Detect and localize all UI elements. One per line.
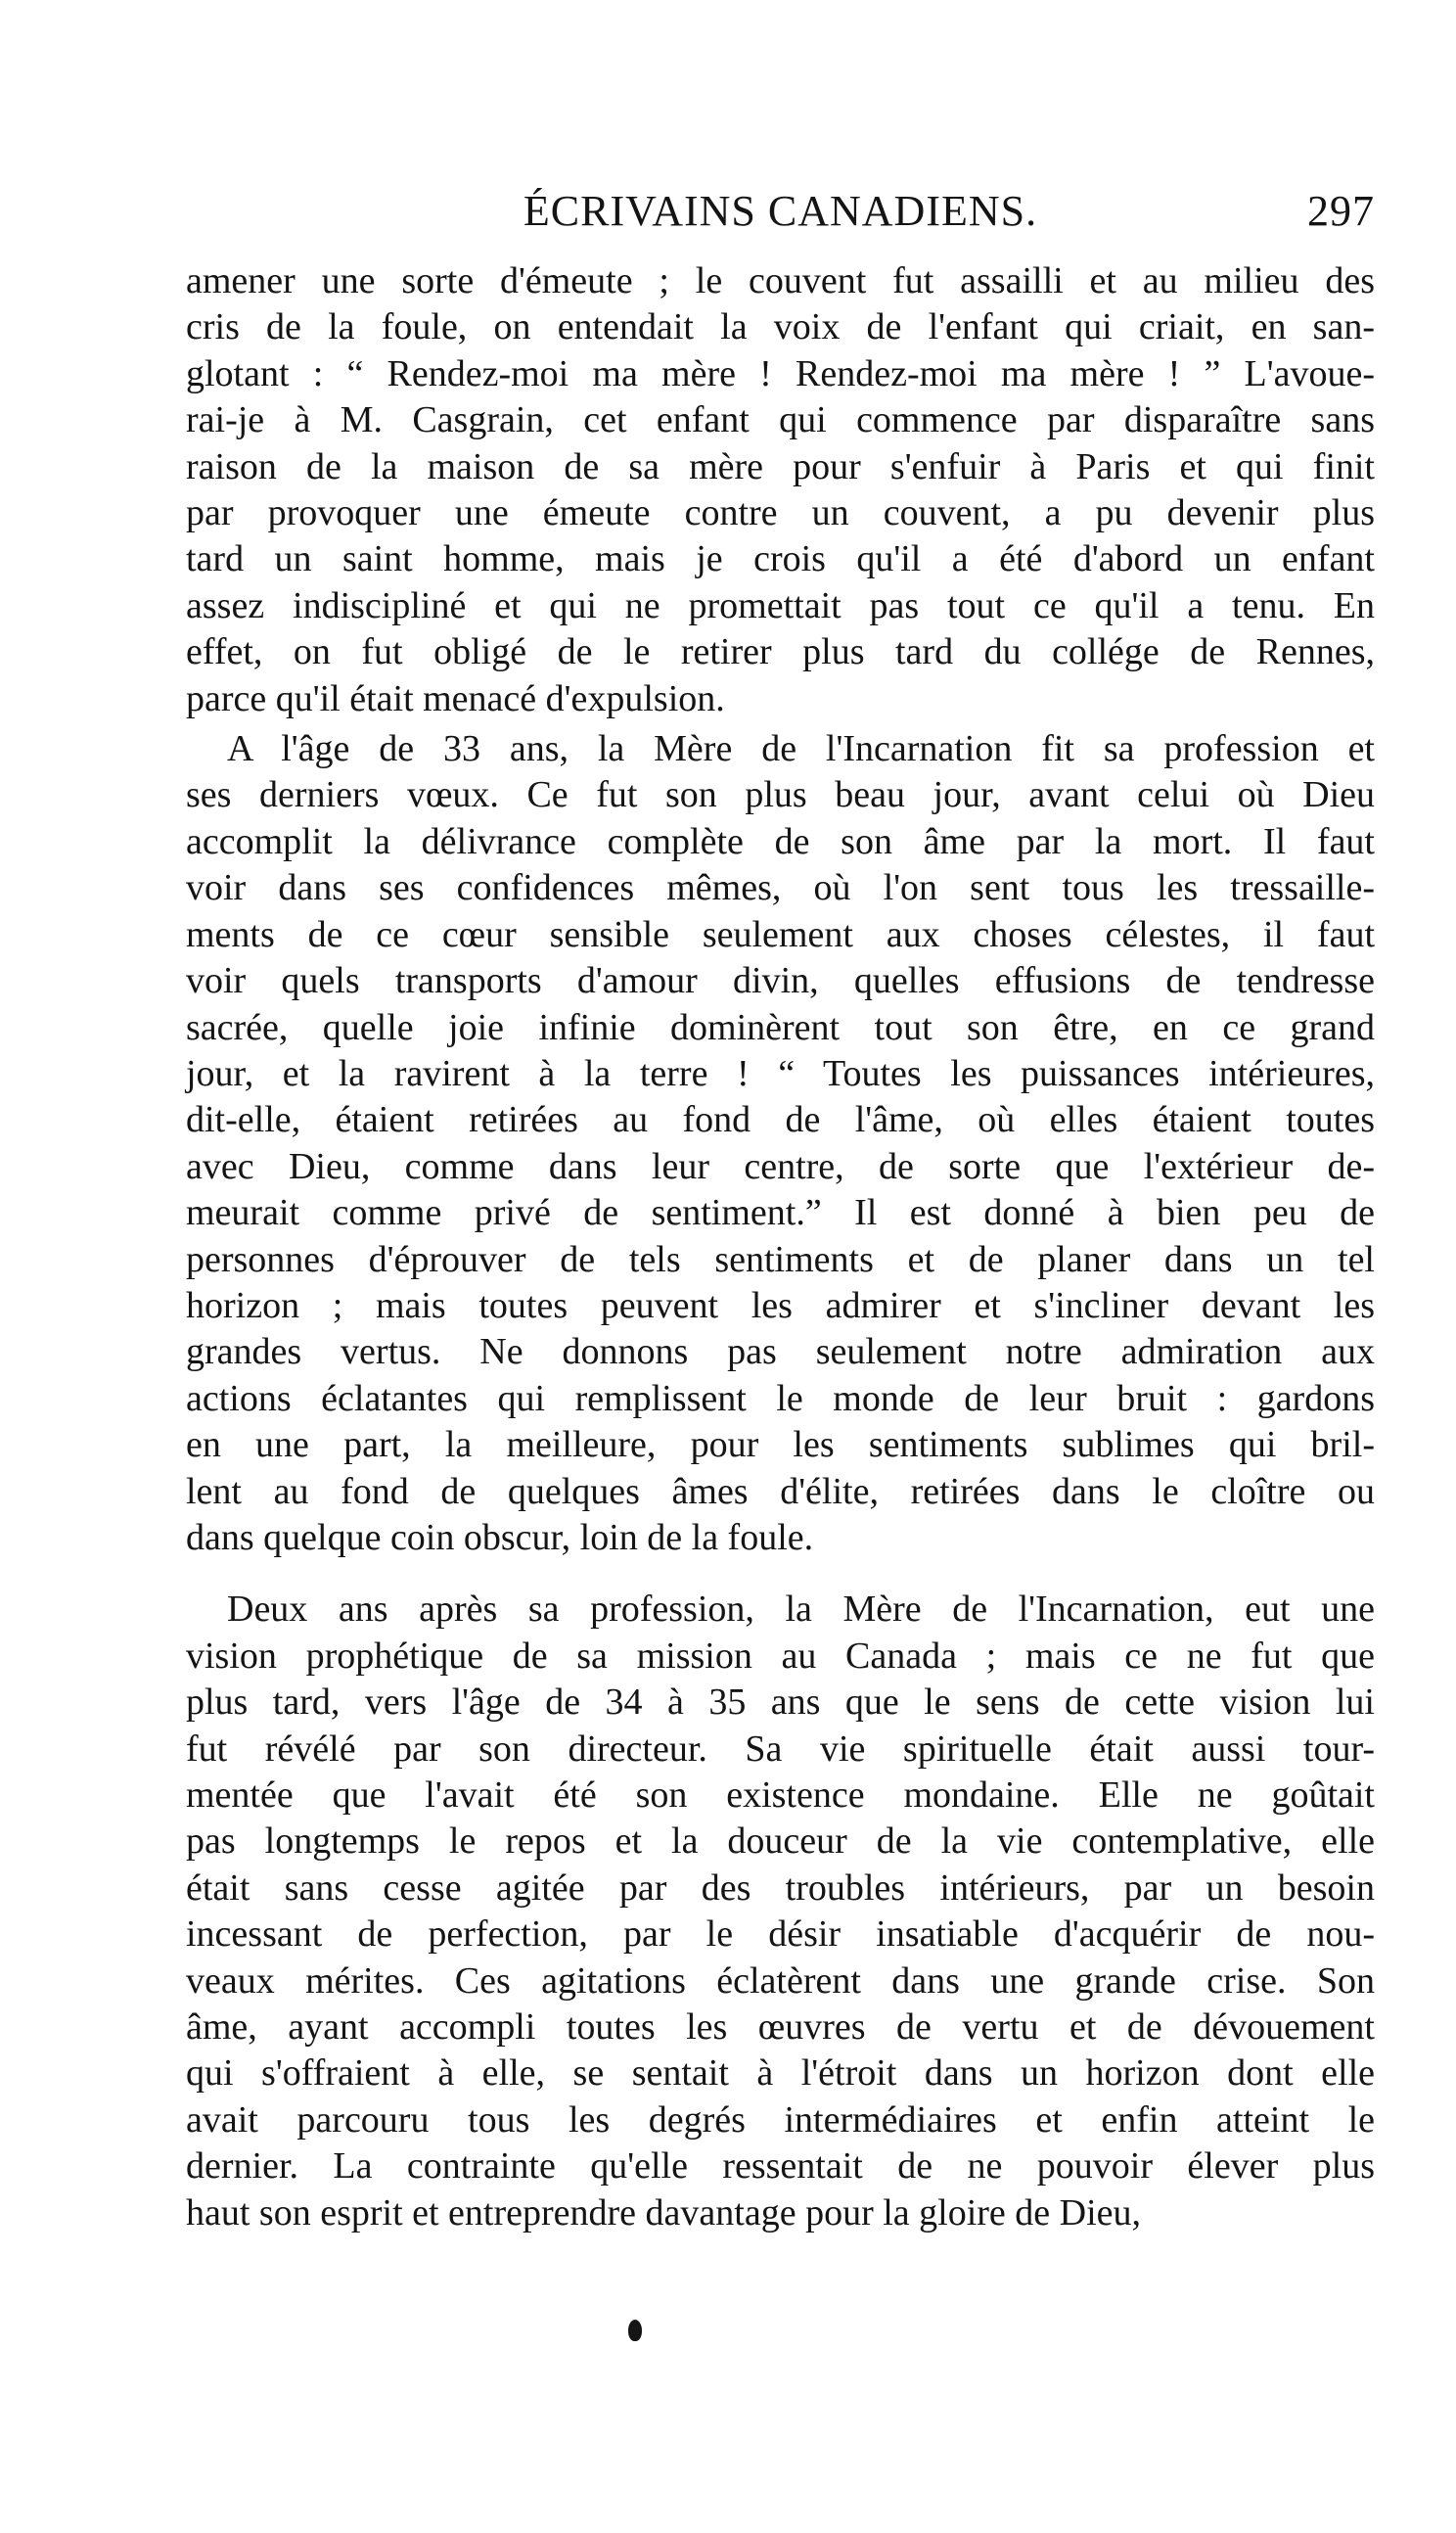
text-line: plus tard, vers l'âge de 34 à 35 ans que le sens de cette vision lui — [186, 1681, 1375, 1724]
text-line: personnes d'éprouver de tels sentiments et de planer dans un tel — [186, 1238, 1375, 1280]
text-line: par provoquer une émeute contre un couvent, a pu devenir plus — [186, 492, 1375, 534]
text-line: assez indiscipliné et qui ne promettait pas tout ce qu'il a tenu. En — [186, 584, 1375, 626]
text-line: incessant de perfection, par le désir insatiable d'acquérir de nou- — [186, 1913, 1375, 1956]
text-line: rai-je à M. Casgrain, cet enfant qui commence par disparaître sans — [186, 399, 1375, 441]
text-line: haut son esprit et entreprendre davantage pour la gloire de Dieu, — [186, 2191, 1142, 2234]
text-line: horizon ; mais toutes peuvent les admirer et s'incliner devant les — [186, 1284, 1375, 1326]
body-text — [186, 258, 1375, 2236]
text-line: accomplit la délivrance complète de son âme par la mort. Il faut — [186, 820, 1375, 862]
book-page — [186, 186, 1375, 2236]
text-line: ses derniers vœux. Ce fut son plus beau jour, avant celui où Dieu — [186, 774, 1375, 816]
text-line: parce qu'il était menacé d'expulsion. — [186, 677, 725, 719]
text-line: dit-elle, étaient retirées au fond de l'âme, où elles étaient toutes — [186, 1099, 1375, 1141]
paragraph — [186, 1587, 1375, 2236]
page-number: 297 — [1307, 187, 1375, 235]
text-line: voir dans ses confidences mêmes, où l'on sent tous les tressaille- — [186, 867, 1375, 909]
text-line: qui s'offraient à elle, se sentait à l'étroit dans un horizon dont elle — [186, 2052, 1375, 2095]
text-line: fut révélé par son directeur. Sa vie spirituelle était aussi tour- — [186, 1727, 1375, 1770]
text-line: âme, ayant accompli toutes les œuvres de vertu et de dévouement — [186, 2006, 1375, 2049]
text-line: Deux ans après sa profession, la Mère de l'Incarnation, eut une — [227, 1589, 1375, 1631]
text-line: raison de la maison de sa mère pour s'enfuir à Paris et qui finit — [186, 445, 1375, 487]
text-line: ments de ce cœur sensible seulement aux choses célestes, il faut — [186, 913, 1375, 955]
text-line: glotant : “ Rendez-moi ma mère ! Rendez-moi ma mère ! ” L'avoue- — [186, 352, 1375, 394]
paragraph — [186, 726, 1375, 1561]
text-line: en une part, la meilleure, pour les sentiments sublimes qui bril- — [186, 1424, 1375, 1466]
text-line: vision prophétique de sa mission au Canada ; mais ce ne fut que — [186, 1635, 1375, 1677]
text-line: sacrée, quelle joie infinie dominèrent tout son être, en ce grand — [186, 1006, 1375, 1048]
running-header — [186, 186, 1375, 241]
text-line: dans quelque coin obscur, loin de la foule. — [186, 1516, 814, 1558]
running-title: ÉCRIVAINS CANADIENS. — [523, 187, 1038, 235]
text-line: lent au fond de quelques âmes d'élite, retirées dans le cloître ou — [186, 1470, 1375, 1512]
text-line: avec Dieu, comme dans leur centre, de sorte que l'extérieur de- — [186, 1145, 1375, 1187]
text-line: cris de la foule, on entendait la voix de l'enfant qui criait, en san- — [186, 306, 1375, 348]
text-line: avait parcouru tous les degrés intermédiaires et enfin atteint le — [186, 2098, 1375, 2141]
text-line: était sans cesse agitée par des troubles intérieurs, par un besoin — [186, 1866, 1375, 1909]
text-line: effet, on fut obligé de le retirer plus tard du collége de Rennes, — [186, 631, 1375, 673]
ink-mark — [628, 2320, 642, 2341]
text-line: dernier. La contrainte qu'elle ressentait de ne pouvoir élever plus — [186, 2145, 1375, 2188]
text-line: amener une sorte d'émeute ; le couvent fut assailli et au milieu des — [186, 260, 1375, 301]
text-line: meurait comme privé de sentiment.” Il est donné à bien peu de — [186, 1192, 1375, 1234]
text-line: pas longtemps le repos et la douceur de la vie contemplative, elle — [186, 1820, 1375, 1863]
text-line: mentée que l'avait été son existence mondaine. Elle ne goûtait — [186, 1774, 1375, 1816]
text-line: veaux mérites. Ces agitations éclatèrent dans une grande crise. Son — [186, 1959, 1375, 2002]
text-line: voir quels transports d'amour divin, quelles effusions de tendresse — [186, 960, 1375, 1002]
text-line: grandes vertus. Ne donnons pas seulement notre admiration aux — [186, 1331, 1375, 1373]
text-line: jour, et la ravirent à la terre ! “ Toutes les puissances intérieures, — [186, 1052, 1375, 1094]
text-line: actions éclatantes qui remplissent le monde de leur bruit : gardons — [186, 1377, 1375, 1419]
text-line: tard un saint homme, mais je crois qu'il a été d'abord un enfant — [186, 538, 1375, 580]
paragraph — [186, 258, 1375, 722]
text-line: A l'âge de 33 ans, la Mère de l'Incarnation fit sa profession et — [227, 728, 1375, 770]
